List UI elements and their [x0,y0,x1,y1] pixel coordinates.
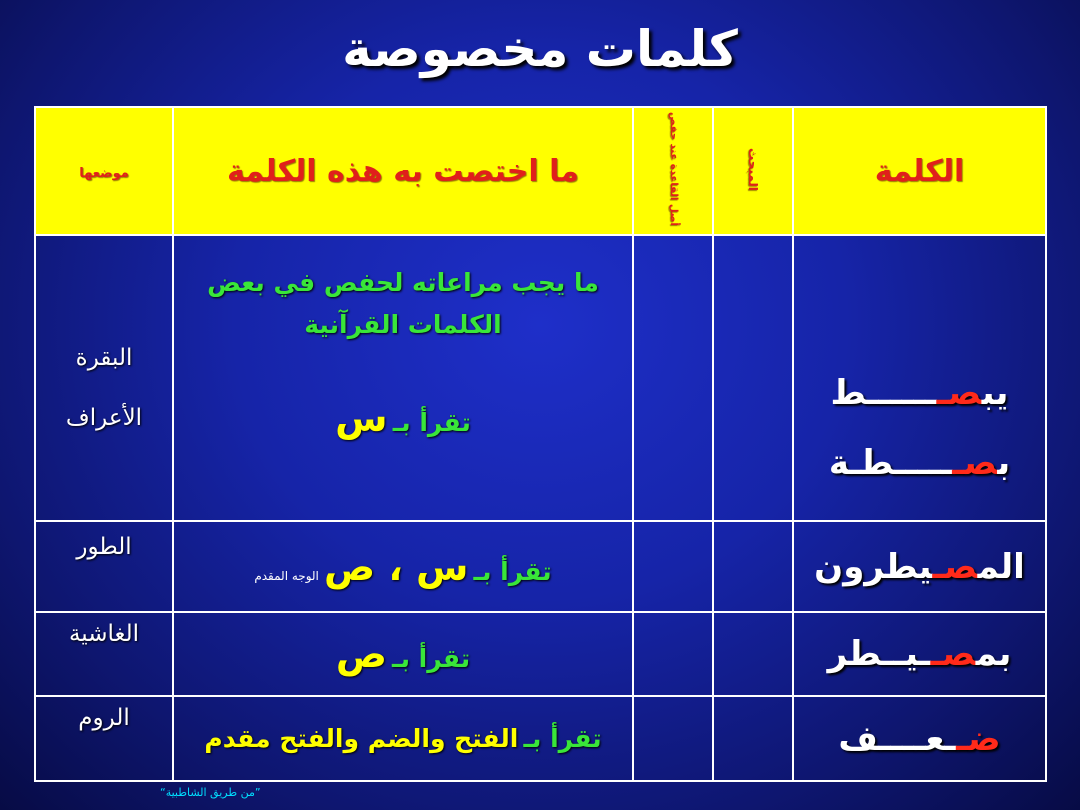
word-musaytirun: المصـيطرون [814,546,1025,587]
word-cell [793,696,1046,781]
word-yabsut: يبصـــــــط [830,373,1009,413]
header-asl: أصل القاعدة عند حفص [633,107,713,235]
position-cell [713,235,793,521]
position-cell [713,696,793,781]
words-table [34,106,1047,782]
word-bimusaytir: بمصــيــطر [827,634,1012,674]
asl-cell [633,521,713,612]
place-baqarah: البقرة [75,345,133,371]
mawdiaha-cell [35,696,173,781]
note-line-1: ما يجب مراعاته لحفص في بعض [207,268,599,297]
note-line-2: الكلمات القرآنية [304,310,502,339]
reading-prefix: تقرأ بـ [473,556,552,586]
reading-letter: ص [335,632,387,676]
reading-letters: س ، ص [324,544,469,589]
header-row [35,107,1046,235]
ikhtasat-cell [173,521,633,612]
word-bastah: بصــــــطـة [828,443,1011,483]
reading-text: تقرأ بـ س [335,396,471,440]
reading-text: الفتح والضم والفتح مقدم [204,724,519,753]
table-row [35,696,1046,781]
word-daf: ضــعــــف [838,718,1001,759]
position-cell [713,521,793,612]
place-araf: الأعراف [65,405,143,431]
place-ghashiyah: الغاشية [68,621,140,647]
header-ikhtasat: ما اختصت به هذه الكلمة [173,107,633,235]
table-row [35,521,1046,612]
asl-cell [633,696,713,781]
mawdiaha-cell [35,612,173,696]
ikhtasat-cell [173,235,633,521]
footer-source: ”من طريق الشاطبية“ [160,786,261,799]
header-position: المبحث [713,107,793,235]
table-row [35,612,1046,696]
position-cell [713,612,793,696]
reading-note: الوجه المقدم [254,568,319,583]
word-cell [793,521,1046,612]
slide-title: كلمات مخصوصة [342,20,738,78]
word-cell [793,235,1046,521]
word-cell [793,612,1046,696]
place-tur: الطور [76,534,132,560]
asl-cell [633,612,713,696]
reading-prefix: تقرأ بـ [523,724,602,753]
ikhtasat-cell [173,696,633,781]
mawdiaha-cell [35,521,173,612]
header-mawdiaha: موضعها [35,107,173,235]
ikhtasat-cell [173,612,633,696]
place-rum: الروم [78,705,130,731]
table-row [35,235,1046,521]
reading-prefix: تقرأ بـ [392,644,471,673]
asl-cell [633,235,713,521]
header-word: الكلمة [793,107,1046,235]
mawdiaha-cell [35,235,173,521]
